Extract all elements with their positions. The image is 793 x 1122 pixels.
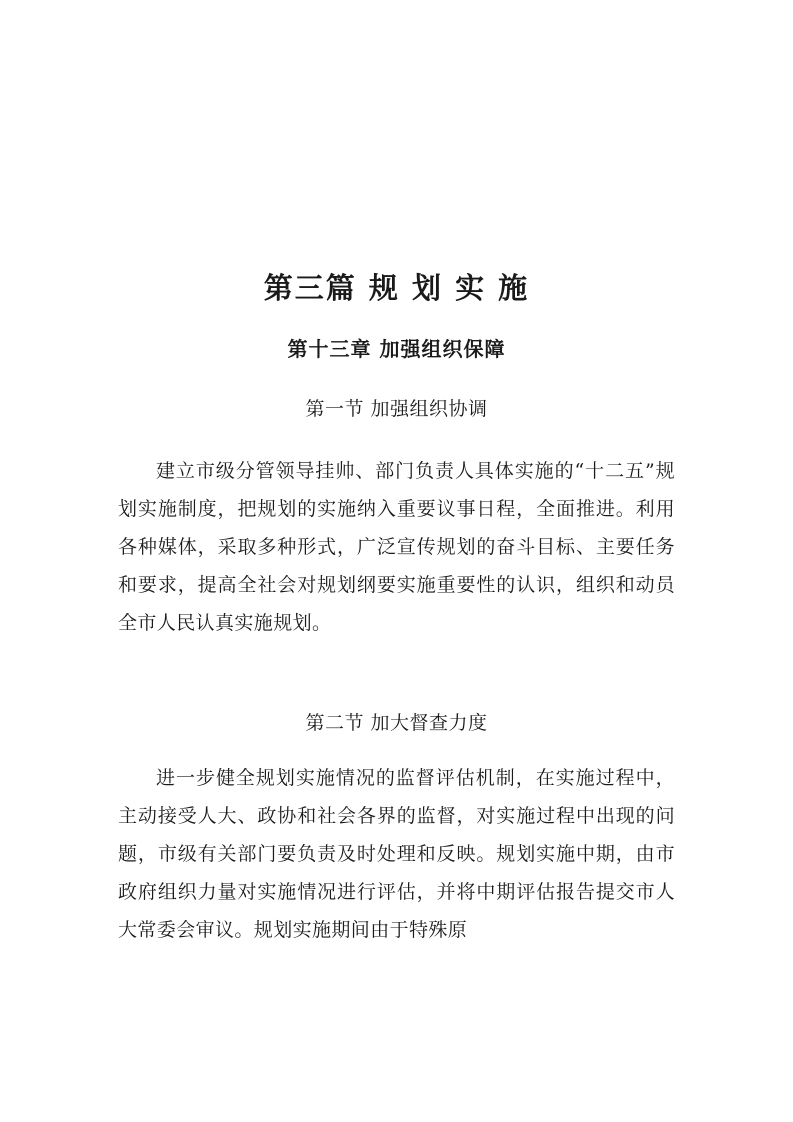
paragraph: 建立市级分管领导挂帅、部门负责人具体实施的“十二五”规划实施制度，把规划的实施纳入重要议事日程，全面推进。利用各种媒体，采取多种形式，广泛宣传规划的奋斗目标、主要任务和要求，提高全社会对规划纲要实施重要性的认识，组织和动员全市人民认真实施规划。: [118, 460, 675, 635]
chapter-title: 第十三章 加强组织保障: [287, 336, 506, 361]
paragraph: 进一步健全规划实施情况的监督评估机制，在实施过程中，主动接受人大、政协和社会各界的监督，对实施过程中出现的问题，市级有关部门要负责及时处理和反映。规划实施中期，由市政府组织力量对实施情况进行评估，并将中期评估报告提交市人大常委会审议。规划实施期间由于特殊原: [118, 766, 675, 941]
section-body-1: [118, 422, 675, 642]
section-body-2: [118, 737, 675, 949]
section-title-1: 第一节 加强组织协调: [305, 397, 488, 420]
document-title: 第三篇 规 划 实 施: [263, 271, 530, 305]
section-title-2: 第二节 加大督查力度: [305, 712, 488, 735]
